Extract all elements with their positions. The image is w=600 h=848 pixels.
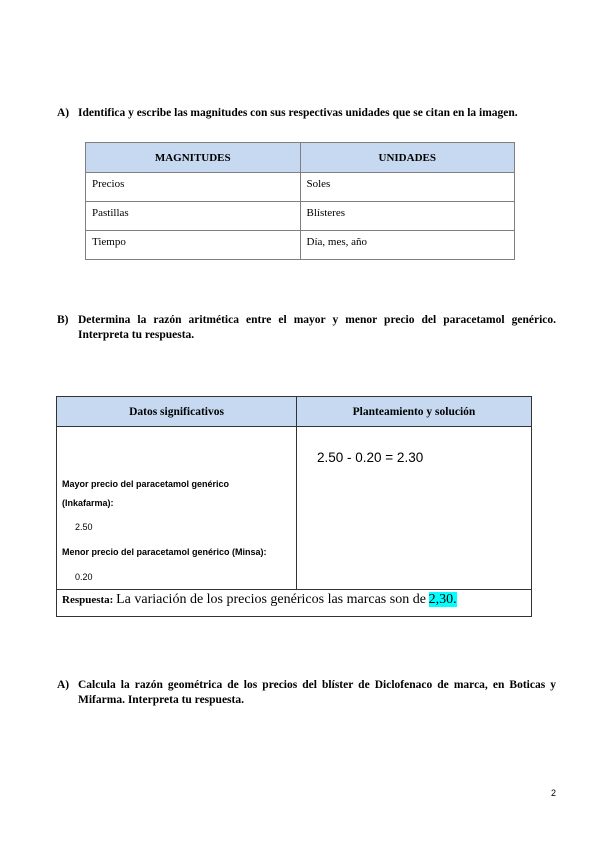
- question-text: Identifica y escribe las magnitudes con sus respectivas unidades que se citan en la imagen.: [78, 107, 518, 119]
- mayor-value: 2.50: [75, 522, 93, 532]
- respuesta-row: [57, 590, 532, 617]
- question-a2: [57, 678, 557, 710]
- formula: 2.50 - 0.20 = 2.30: [317, 450, 424, 465]
- planteamiento-cell: [297, 427, 532, 590]
- respuesta-text: La variación de los precios genéricos las marcas son de: [116, 592, 426, 607]
- respuesta-label: Respuesta:: [62, 594, 114, 606]
- mayor-label: Mayor precio del paracetamol genérico: [62, 479, 230, 489]
- magnitudes-table: [85, 142, 515, 260]
- question-b: [57, 313, 557, 345]
- question-label: B): [57, 314, 69, 326]
- question-label: A): [57, 107, 70, 119]
- table-cell: Día, mes, año: [300, 231, 515, 260]
- table-cell: Tiempo: [86, 231, 301, 260]
- solution-table: [56, 396, 532, 617]
- table-row: [86, 231, 515, 260]
- question-text-line2: Interpreta tu respuesta.: [78, 329, 195, 341]
- table-cell: Soles: [300, 173, 515, 202]
- page-number: 2: [551, 788, 557, 798]
- table-cell: Precios: [86, 173, 301, 202]
- table-header-planteamiento: Planteamiento y solución: [297, 397, 532, 427]
- table-cell: Pastillas: [86, 202, 301, 231]
- respuesta-value: 2,30.: [428, 592, 457, 607]
- mayor-label-source: (Inkafarma):: [62, 498, 114, 508]
- menor-label: Menor precio del paracetamol genérico (Minsa):: [62, 547, 267, 557]
- question-text-line1: Determina la razón aritmética entre el mayor y menor precio del paracetamol genérico.: [78, 314, 556, 326]
- table-cell: Blísteres: [300, 202, 515, 231]
- question-text-line1: Calcula la razón geométrica de los precios del blíster de Diclofenaco de marca, en Boticas y: [78, 679, 556, 691]
- table-header-datos: Datos significativos: [57, 397, 297, 427]
- table-header: MAGNITUDES: [86, 143, 301, 173]
- table-row: [86, 202, 515, 231]
- menor-value: 0.20: [75, 572, 93, 582]
- table-header: UNIDADES: [300, 143, 515, 173]
- table-row: [86, 173, 515, 202]
- datos-cell: [57, 427, 297, 590]
- question-text-line2: Mifarma. Interpreta tu respuesta.: [78, 694, 244, 706]
- question-label: A): [57, 679, 70, 691]
